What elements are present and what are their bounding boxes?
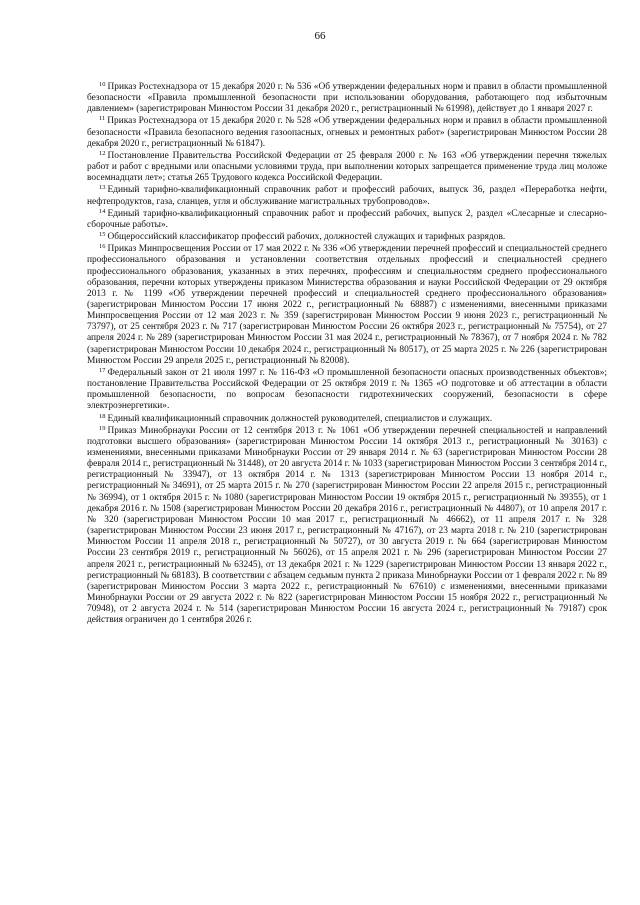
footnote-marker: 14 [99,207,106,215]
footnote-marker: 19 [99,424,106,432]
footnote-marker: 15 [99,231,106,239]
footnotes-block [87,82,607,628]
footnote-16 [87,244,607,367]
footnote-marker: 16 [99,243,106,251]
footnote-marker: 13 [99,184,106,192]
footnote-10 [87,82,607,115]
footnote-text: Приказ Ростехнадзора от 15 декабря 2020 г. № 536 «Об утверждении федеральных норм и правил в области промышленной безопасности «Правила промышленной безопасности при использовании оборудования, работающего под избыточным давлением» (зарегистрирован Минюстом России 31 декабря 2020 г., регистрационный № 61998), действует до 1 января 2027 г. [87,82,607,115]
footnote-15 [87,232,607,243]
footnote-text: Единый квалификационный справочник должностей руководителей, специалистов и служащих. [107,413,493,424]
footnote-13 [87,185,607,207]
footnote-14 [87,209,607,231]
footnote-marker: 12 [99,149,106,157]
footnote-12 [87,151,607,184]
footnote-marker: 10 [99,81,106,88]
footnote-18 [87,414,607,425]
footnote-text: Единый тарифно-квалификационный справочник работ и профессий рабочих, выпуск 2, раздел «Слесарные и слесарно-сборочные работы». [87,208,607,230]
footnote-text: Федеральный закон от 21 июля 1997 г. № 116-ФЗ «О промышленной безопасности опасных производственных объектов»; постановление Правительства Российской Федерации от 25 октября 2019 г. № 1365 «О подготовке и об аттестации в области промышленной безопасности, по вопросам безопасности гидротехнических сооружений, безопасности в сфере электроэнергетики». [87,367,607,412]
footnote-text: Постановление Правительства Российской Федерации от 25 февраля 2000 г. № 163 «Об утверждении перечня тяжелых работ и работ с вредными или опасными условиями труда, при выполнении которых запрещается применение труда лиц моложе восемнадцати лет»; статья 265 Трудового кодекса Российской Федерации. [87,150,607,184]
footnote-marker: 18 [99,412,106,420]
footnote-text: Общероссийский классификатор профессий рабочих, должностей служащих и тарифных разрядов. [107,232,506,243]
footnote-marker: 11 [99,115,106,123]
footnote-17 [87,368,607,413]
footnote-11 [87,116,607,149]
footnote-marker: 17 [99,366,106,374]
footnote-text: Приказ Минобрнауки России от 12 сентября 2013 г. № 1061 «Об утверждении перечней специальностей и направлений подготовки высшего образования» (зарегистрирован Минюстом России 14 октября 2013 г., регистрационный № 30163) с изменениями, внесенными приказами Минобрнауки России от 29 января 2014 г. № 63 (зарегистрирован Минюстом России 28 февраля 2014 г., регистрационный № 31448), от 20 августа 2014 г. № 1033 (зарегистрирован Минюстом России 3 сентября 2014 г., регистрационный № 33947), от 13 октября 2014 г. № 1313 (зарегистрирован Минюстом России 13 ноября 2014 г., регистрационный № 34691), от 25 марта 2015 г. № 270 (зарегистрирован Минюстом России 22 апреля 2015 г., регистрационный № 36994), от 1 октября 2015 г. № 1080 (зарегистрирован Минюстом России 19 октября 2015 г., регистрационный № 39355), от 1 декабря 2016 г. № 1508 (зарегистрирован Минюстом России 20 декабря 2016 г., регистрационный № 44807), от 10 апреля 2017 г. № 320 (зарегистрирован Минюстом России 10 мая 2017 г., регистрационный № 46662), от 11 апреля 2017 г. № 328 (зарегистрирован Минюстом России 23 июня 2017 г., регистрационный № 47167), от 23 марта 2018 г. № 210 (зарегистрирован Минюстом России 11 апреля 2018 г., регистрационный № 50727), от 30 августа 2019 г. № 664 (зарегистрирован Минюстом России 23 сентября 2019 г., регистрационный № 56026), от 15 апреля 2021 г. № 296 (зарегистрирован Минюстом России 27 апреля 2021 г., регистрационный № 63245), от 13 декабря 2021 г. № 1229 (зарегистрирован Минюстом России 13 января 2022 г., регистрационный № 68183). В соответствии с абзацем седьмым пункта 2 приказа Минобрнауки России от 1 февраля 2022 г. № 89 (зарегистрирован Минюстом России 3 марта 2022 г., регистрационный № 67610) с изменениями, внесенными приказами Минобрнауки России от 29 августа 2022 г. № 822 (зарегистрирован Минюстом России 15 ноября 2022 г., регистрационный № 70948), от 2 августа 2024 г. № 514 (зарегистрирован Минюстом России 16 августа 2024 г., регистрационный № 79187) срок действия ограничен до 1 сентября 2026 г. [87,425,607,626]
footnote-19 [87,426,607,627]
footnote-text: Приказ Минпросвещения России от 17 мая 2022 г. № 336 «Об утверждении перечней профессий и специальностей среднего профессионального образования и установлении соответствия отдельных профессий и специальностей среднего профессионального образования, указанных в этих перечнях, профессиям и специальностям среднего профессионального образования, перечни которых утверждены приказом Министерства образования и науки Российской Федерации от 29 октября 2013 г. № 1199 «Об утверждении перечней профессий и специальностей среднего профессионального образования» (зарегистрирован Минюстом России 17 июня 2022 г., регистрационный № 68887) с изменениями, внесенными приказами Минпросвещения России от 12 мая 2023 г. № 359 (зарегистрирован Минюстом России 9 июня 2023 г., регистрационный № 73797), от 25 сентября 2023 г. № 717 (зарегистрирован Минюстом России 26 октября 2023 г., регистрационный № 75754), от 27 апреля 2024 г. № 289 (зарегистрирован Минюстом России 31 мая 2024 г., регистрационный № 78367), от 7 ноября 2024 г. № 782 (зарегистрирован Минюстом России 10 декабря 2024 г., регистрационный № 80517), от 25 марта 2025 г. № 226 (зарегистрирован Минюстом России 29 апреля 2025 г., регистрационный № 82008). [87,244,607,366]
footnote-text: Единый тарифно-квалификационный справочник работ и профессий рабочих, выпуск 36, раздел «Переработка нефти, нефтепродуктов, газа, сланцев, угля и обслуживание магистральных трубопроводов». [87,185,607,207]
footnote-text: Приказ Ростехнадзора от 15 декабря 2020 г. № 528 «Об утверждении федеральных норм и правил в области промышленной безопасности «Правила безопасного ведения газоопасных, огневых и ремонтных работ» (зарегистрирован Минюстом России 28 декабря 2020 г., регистрационный № 61847). [87,116,607,149]
page-number: 66 [314,30,326,42]
